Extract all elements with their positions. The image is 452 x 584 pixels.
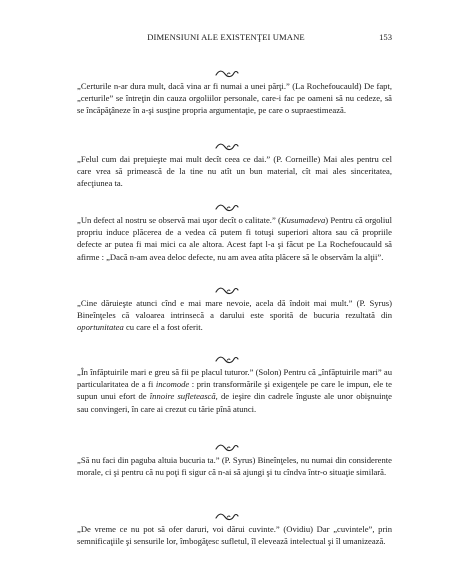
quote-paragraph — [77, 366, 392, 415]
italic-text: incomode — [155, 379, 190, 390]
italic-text: Kusumadeva — [280, 215, 326, 225]
quote-paragraph — [77, 153, 392, 190]
ornament-separator-icon — [213, 66, 241, 76]
italic-text: oportunitatea — [77, 322, 124, 333]
ornament-separator-icon — [213, 509, 241, 519]
running-title: DIMENSIUNI ALE EXISTENŢEI UMANE — [147, 32, 305, 42]
paragraph-text: „În înfăptuirile mari e greu să fii pe placul tuturor.” (Solon) Pentru că „înfăptuirile mari” au particularitatea de a fi — [77, 367, 392, 390]
paragraph-text: cu care el a fost oferit. — [123, 322, 203, 333]
paragraph-text: , de ieşire din cadrele înguste ale unor obişnuinţe sau convingeri, în care ai crezut cu tărie pînă atunci. — [77, 391, 392, 414]
quote-paragraph — [77, 297, 392, 334]
quote-paragraph — [77, 80, 392, 117]
ornament-separator-icon — [213, 352, 241, 362]
paragraph-text: : prin transformările şi exigenţele pe care le impun, ele te supun unui efort de — [77, 379, 392, 402]
paragraph-text: „Un defect al nostru se observă mai uşor decît o calitate.” ( — [77, 215, 281, 225]
quote-paragraph — [77, 523, 392, 547]
ornament-separator-icon — [213, 200, 241, 210]
page-number: 153 — [379, 32, 392, 42]
ornament-separator-icon — [213, 440, 241, 450]
paragraph-text: ) Pentru că orgoliul propriu induce plăcerea de a vedea că putem fi totuşi superiori altora sau că propriile defecte ar putea fi mai mici ca ale altora. Acest fapt l-a şi făcut pe La Rochefoucauld să afirme : „Dacă n-am avea deloc defecte, nu am avea atîta plăcere să le observăm la alţii”. — [77, 215, 392, 262]
italic-text: înnoire sufletească — [149, 391, 216, 402]
paragraph-text: „De vreme ce nu pot să ofer daruri, voi dărui cuvinte.” (Ovidiu) Dar „cuvintele”, prin semnificaţiile şi sensurile lor, îmbogăţesc sufletul, îl elevează intelectual şi îl umanizează. — [77, 524, 392, 547]
quote-paragraph — [77, 454, 392, 478]
running-header — [0, 32, 452, 46]
paragraph-text: „Cine dăruieşte atunci cînd e mai mare nevoie, acela dă îndoit mai mult.” (P. Syrus) Bineînţeles că valoarea intrinsecă a darului este sporită de bucuria rezultată din — [77, 298, 392, 321]
ornament-separator-icon — [213, 283, 241, 293]
ornament-separator-icon — [213, 139, 241, 149]
paragraph-text: „Să nu faci din paguba altuia bucuria ta.” (P. Syrus) Bineînţeles, nu numai din considerente morale, ci şi pentru că nu poţi fi sigur că n-ai să ajungi şi tu cîndva într-o situaţie similară. — [77, 455, 392, 478]
quote-paragraph — [77, 214, 392, 263]
paragraph-text: „Certurile n-ar dura mult, dacă vina ar fi numai a unei părţi.” (La Rochefoucauld) De fapt, „certurile” se întreţin din cauza orgoliilor personale, care-i fac pe oameni să nu cedeze, să se încăpăţâneze în a-şi susţine propria argumentaţie, pe care o supraestimează. — [77, 81, 392, 116]
paragraph-text: „Felul cum dai preţuieşte mai mult decît ceea ce dai.” (P. Corneille) Mai ales pentru cel care vrea să primească de la tine nu atît un bun material, cît mai ales sinceritatea, afecţiunea ta. — [77, 154, 392, 189]
